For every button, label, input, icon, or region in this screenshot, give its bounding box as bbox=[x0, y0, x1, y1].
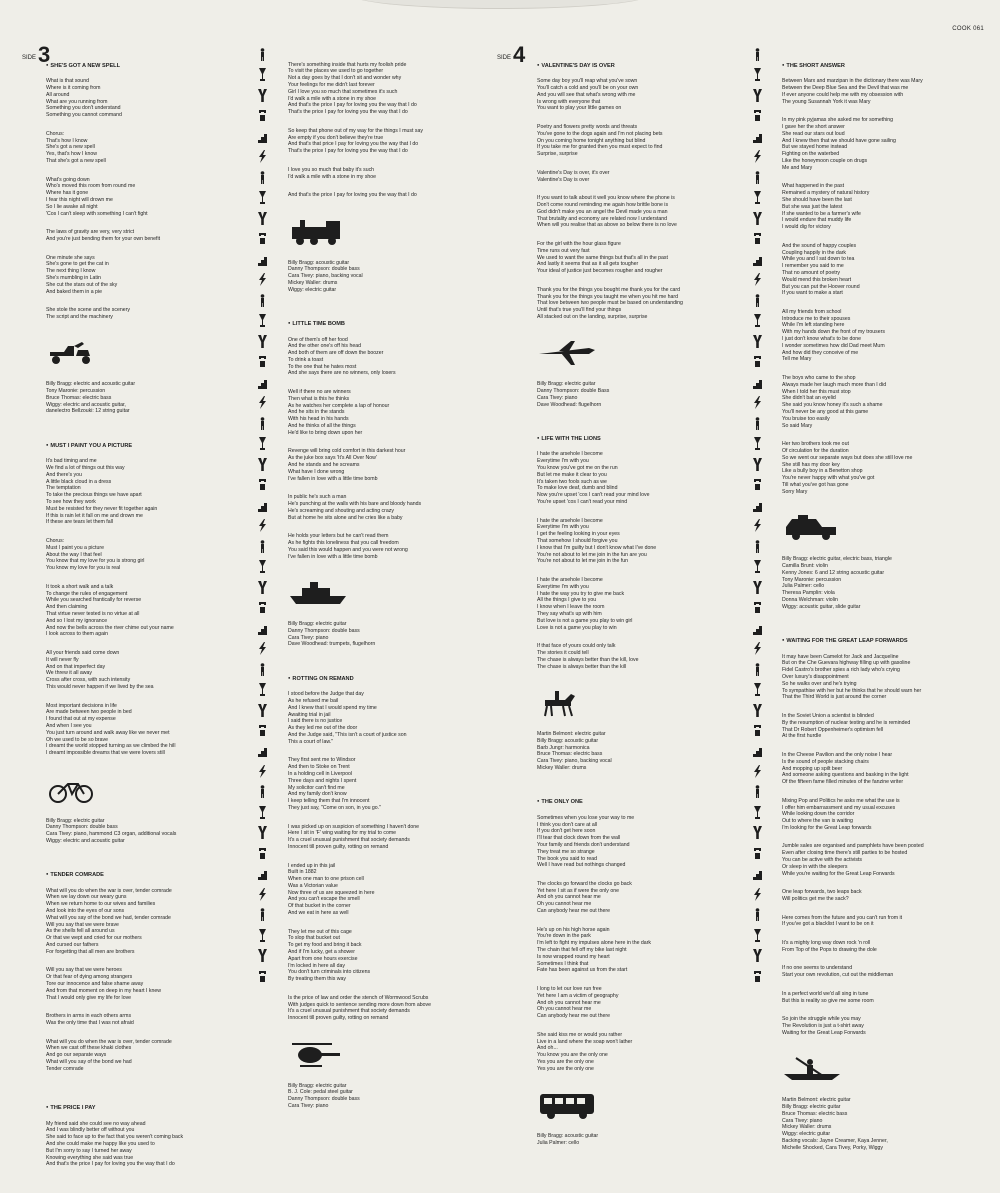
glyph-strip-right bbox=[749, 48, 765, 983]
stairs-icon bbox=[753, 499, 762, 512]
aeroplane-icon bbox=[537, 338, 597, 368]
taxi-icon bbox=[782, 513, 842, 543]
lyric-stanza: What will you do when the war is over, tender comrade When we cast off these khaki clothes And go our separate ways What will you say of the bond we had Tender comrade bbox=[46, 1038, 172, 1072]
y-shape-icon bbox=[258, 212, 267, 225]
stairs-icon bbox=[258, 744, 267, 757]
lyric-stanza: Here comes from the future and you can't run from it If you've got a blacklist I want to be on it bbox=[782, 914, 903, 928]
song-block bbox=[537, 428, 733, 778]
ferry-icon bbox=[288, 578, 348, 608]
lyric-stanza: All my friends from school Introduce me to their spouses While I'm left standing here With my hands down the front of my trousers I just don't know what's to be done I wonder sometimes how did Dad meet Mum And how did they conceive of me Tell me Mary bbox=[782, 308, 885, 363]
telephone-icon bbox=[258, 970, 267, 983]
man-pictogram-icon bbox=[753, 663, 762, 676]
lyric-stanza: Most important decisions in life Are made between two people in bed I found that out at my expense And when I see you You just turn around and walk away like we never met Oh we used to be so brave I dreamt the world stopped turning as we climbed the hill I dreamt impossible dreams that we were lovers still bbox=[46, 702, 176, 757]
horse-rider-icon bbox=[537, 688, 597, 718]
stairs-icon bbox=[258, 622, 267, 635]
y-shape-icon bbox=[753, 949, 762, 962]
song-title: ● THE SHORT ANSWER bbox=[782, 62, 978, 70]
wine-glass-icon bbox=[753, 191, 762, 204]
song-credits: Billy Bragg: acoustic guitar Danny Thompson: double bass Cara Tivey: piano, backing vocal Mickey Waller: drums Wiggy: electric guitar bbox=[288, 259, 363, 293]
side-number: 3 bbox=[38, 42, 51, 67]
song-credits: Billy Bragg: electric and acoustic guitar Tony Maronie: percussion Bruce Thomas: electric bass Wiggy: electric and acoustic guitar, danelectro Bellzouki: 12 string guitar bbox=[46, 381, 136, 415]
man-pictogram-icon bbox=[258, 908, 267, 921]
song-title: ● SHE'S GOT A NEW SPELL bbox=[46, 62, 242, 70]
wine-glass-icon bbox=[258, 929, 267, 942]
lyric-stanza: What happened in the past Remained a mystery of natural history She should have been the last But she was just the latest If she wanted to be a farmer's wife I would endure that muddy life I would dig for victory bbox=[782, 183, 870, 231]
man-pictogram-icon bbox=[753, 540, 762, 553]
song-block bbox=[288, 313, 484, 655]
lyric-stanza: Will you say that we were heroes Or that fear of dying among strangers Tore our innocence and false shame away And from that moment on deep in my heart I knew That I would only give my life for love bbox=[46, 967, 162, 1001]
lightning-icon bbox=[753, 642, 762, 655]
man-pictogram-icon bbox=[753, 48, 762, 61]
telephone-icon bbox=[753, 724, 762, 737]
lightning-icon bbox=[258, 396, 267, 409]
song-title: ● THE ONLY ONE bbox=[537, 798, 733, 806]
telephone-icon bbox=[258, 478, 267, 491]
man-pictogram-icon bbox=[753, 417, 762, 430]
man-pictogram-icon bbox=[753, 294, 762, 307]
lyric-stanza: He's up on his high horse again You're down in the park I'm left to fight my impulses alone here in the dark The chain that fell off my bike last night Is now wrapped round my heart Sometimes I think that Fate has been against us from the start bbox=[537, 926, 652, 974]
telephone-icon bbox=[258, 601, 267, 614]
telephone-icon bbox=[753, 232, 762, 245]
stairs-icon bbox=[258, 867, 267, 880]
song-block bbox=[288, 55, 484, 301]
lyric-stanza: In my pink pyjamas she asked me for something I gave her the short answer She read our stars out loud And I knew then that we should have gone sailing But we stayed home instead Fighting on the waterbed Like the honeymoon couple on drugs Me and Mary bbox=[782, 117, 896, 171]
lyric-stanza: Sometimes when you lose your way to me I think you don't care at all If you don't get here soon I'll tear that clock down from the wall Your family and friends don't understand They treat me so strange The book you said to read Well I have read but nothings changed bbox=[537, 814, 635, 869]
lyric-stanza: Her two brothers took me out Of circulation for the duration So we went our separate ways but does she still love me She still has my door key Like a bully boy in a Benetton shop You're never happy with what you've got Till what you've got has gone Sorry Mary bbox=[782, 441, 913, 495]
side-label: SIDE bbox=[497, 55, 512, 61]
y-shape-icon bbox=[258, 458, 267, 471]
lyrics-column-2 bbox=[288, 48, 484, 1129]
lyric-stanza: I love you so much that baby it's such I'd walk a mile with a stone in my shoe bbox=[288, 166, 377, 180]
lightning-icon bbox=[258, 519, 267, 532]
lightning-icon bbox=[753, 396, 762, 409]
lyric-stanza: I hate the arsehole I become Everytime I'm with you I hate the way you try to give me back All the things I give to you I know when I leave the room They say what's up with him But love is not a game you play to win girl Love is not a game you play to win bbox=[537, 577, 633, 631]
lyric-stanza: In public he's such a man He's punching at the walls with his bare and bloody hands He's screaming and shouting and acting crazy But at home he sits alone and he cries like a baby bbox=[288, 494, 422, 521]
song-credits: Billy Bragg: electric guitar Danny Thompson: double bass Cara Tivey: piano, hammond C3 organ, additional vocals Wiggy: electric and acoustic guitar bbox=[46, 817, 177, 844]
lightning-icon bbox=[258, 273, 267, 286]
wine-glass-icon bbox=[753, 806, 762, 819]
y-shape-icon bbox=[753, 826, 762, 839]
song-title: ● THE PRICE I PAY bbox=[46, 1104, 242, 1112]
lyric-stanza: Is the price of law and order the stench of Wormwood Scrubs With judges quick to sentence sending more down from above It's a cruel unusual punishment that society demands Innocent till proven guilty, rotting on remand bbox=[288, 994, 432, 1022]
man-pictogram-icon bbox=[258, 540, 267, 553]
song-credits: Billy Bragg: electric guitar B. J. Cole: pedal steel guitar Danny Thompson: double bass Cara Tivey: piano bbox=[288, 1082, 360, 1110]
song-credits: Billy Bragg: acoustic guitar Julia Palmer: cello bbox=[537, 1133, 599, 1146]
lyric-stanza: Some day boy you'll reap what you've sown You'll catch a cold and you'll be on your own And you will see that what's wrong with me Is wrong with everyone that You want to play your little games on bbox=[537, 78, 639, 112]
song-title: ● ROTTING ON REMAND bbox=[288, 675, 484, 683]
bicycle-icon bbox=[46, 775, 106, 805]
y-shape-icon bbox=[753, 89, 762, 102]
lyric-stanza: Well if there no are winners Then what is this he thinks As he watches her complete a lap of honour And he sits in the stands With his head in his hands And he thinks of all the things He'd like to bring down upon her bbox=[288, 389, 390, 436]
steam-train-icon bbox=[288, 217, 348, 247]
lyric-stanza: Chorus: Must I paint you a picture About the way I that feel You know that my love for you is strong girl You know my love for you is real bbox=[46, 538, 145, 572]
song-block bbox=[46, 1097, 242, 1180]
lyric-stanza: I stood before the Judge that day As he refused me bail And I knew that I would spend my time Awaiting trial in jail I said there is no justice As they led me out of the door And the Judge said, "This isn't a court of justice son This a court of law." bbox=[288, 691, 407, 745]
lyric-stanza: She said kiss me or would you rather Live in a land where the soap won't lather And oh... You know you are the only one Yes you are the only one Yes you are the only one bbox=[537, 1031, 633, 1072]
man-pictogram-icon bbox=[258, 48, 267, 61]
lyric-stanza: There's something inside that hurts my foolish pride To visit the places we used to go together Not a day goes by that I don't sit and wonder why Your feelings for me didn't last forever Girl I love you so much that sometimes it's such I'd walk a mile with a stone in my shoe And that's the price I pay for loving you the way that I do That's the price I pay for loving you the way that I do bbox=[288, 61, 417, 116]
telephone-icon bbox=[753, 478, 762, 491]
song-credits: Martin Belmont: electric guitar Billy Bragg: electric guitar Bruce Thomas: electric bass Cara Tivey: piano Mickey Waller: drums Wiggy: electric guitar Backing vocals: Jayne Creamer, Kaya Jenner, Michelle Shocked, Cara Tivey, Porky, Wiggy bbox=[782, 1097, 888, 1151]
lyric-stanza: If that face of yours could only talk The stories it could tell The chase is always better than the kill, love The chase is always better than the kill bbox=[537, 643, 639, 670]
canoe-icon bbox=[782, 1054, 842, 1084]
song-block bbox=[782, 55, 978, 618]
lyric-stanza: Mixing Pop and Politics he asks me what the use is I offer him embarrassment and my usual excuses While looking down the corridor Out to where the van is waiting I'm looking for the Great Leap forwards bbox=[782, 797, 900, 831]
wine-glass-icon bbox=[753, 560, 762, 573]
lyric-stanza: So join the struggle while you may The Revolution is just a t-shirt away Waiting for the Great Leap Forwards bbox=[782, 1016, 866, 1036]
telephone-icon bbox=[753, 601, 762, 614]
man-pictogram-icon bbox=[753, 908, 762, 921]
song-block bbox=[46, 55, 242, 422]
lyric-stanza: In a perfect world we'd all sing in tune But this is reality so give me some room bbox=[782, 990, 874, 1004]
stairs-icon bbox=[753, 867, 762, 880]
lyric-stanza: What's going down Who's moved this room from round me Where has it gone I fear this night will drown me So I lie awake all night 'Cos I can't sleep with something I can't fight bbox=[46, 176, 148, 217]
stairs-icon bbox=[753, 130, 762, 143]
telephone-icon bbox=[753, 355, 762, 368]
lyric-stanza: The laws of gravity are very, very strict And you're just bending them for your own benefit bbox=[46, 229, 161, 242]
man-pictogram-icon bbox=[258, 663, 267, 676]
y-shape-icon bbox=[258, 826, 267, 839]
man-pictogram-icon bbox=[258, 417, 267, 430]
man-pictogram-icon bbox=[258, 785, 267, 798]
song-block bbox=[537, 791, 733, 1153]
song-title: ● LIFE WITH THE LIONS bbox=[537, 435, 733, 443]
song-credits: Billy Bragg: electric guitar Danny Thompson: double Bass Cara Tivey: piano Dave Woodhead: flugelhorn bbox=[537, 381, 610, 408]
wine-glass-icon bbox=[753, 929, 762, 942]
lyric-stanza: He holds your letters but he can't read them As he fights this loneliness that you call freedom You said this would happen and you were not wrong I've fallen in love with a little time bomb bbox=[288, 533, 408, 560]
song-block bbox=[782, 630, 978, 1158]
lyric-stanza: Between Marx and marzipan in the dictionary there was Mary Between the Deep Blue Sea and the Devil that was me If ever anyone could help me with my obsession with The young Susannah York it was Mary bbox=[782, 78, 923, 105]
wine-glass-icon bbox=[258, 437, 267, 450]
song-block bbox=[46, 864, 242, 1084]
lyrics-column-4 bbox=[782, 48, 978, 1171]
stairs-icon bbox=[258, 376, 267, 389]
lyric-stanza: It may have been Camelot for Jack and Jacqueline But on the Che Guevara highway filling up with gasoline Fidel Castro's brother spies a rich lady who's crying Over luxury's disappointment So he walks over and he's trying To sympathise with her but he thinks that he should warn her That the Third World is just around the corner bbox=[782, 653, 922, 701]
lightning-icon bbox=[753, 765, 762, 778]
stairs-icon bbox=[258, 499, 267, 512]
lightning-icon bbox=[258, 765, 267, 778]
lyric-stanza: I hate the arsehole I become Everytime I'm with you You know you've got me on the run But let me make it clear to you It's taken two fools such as we To make love deaf, dumb and blind Now you're upset 'cos I can't read your mind love You're upset 'cos I can't read your mind bbox=[537, 451, 650, 506]
telephone-icon bbox=[258, 232, 267, 245]
y-shape-icon bbox=[258, 949, 267, 962]
lyric-stanza: If you want to talk about it well you know where the phone is Don't come round reminding me again how brittle bone is God didn't make you an angel the Devil made you a man That brutality and economy are related now I understand When will you realise that as above so below there is no love bbox=[537, 195, 677, 229]
telephone-icon bbox=[258, 355, 267, 368]
y-shape-icon bbox=[753, 335, 762, 348]
song-title: ● LITTLE TIME BOMB bbox=[288, 320, 484, 328]
lyric-stanza: I was picked up on suspicion of something I haven't done Here I sit in 'F' wing waiting for my trial to come It's a cruel unusual punishment that society demands Innocent till proven guilty, rotting on remand bbox=[288, 823, 420, 850]
catalogue-number: COOK 061 bbox=[952, 26, 984, 32]
helicopter-icon bbox=[288, 1040, 348, 1070]
lyric-stanza: It took a short walk and a talk To change the rules of engagement While you searched frantically for reverse And then claiming That virtue never tested is no virtue at all And so I lost my ignorance And now the bells across the river chime out your name I look across to them again bbox=[46, 583, 174, 638]
lyric-stanza: In the Cheese Pavilion and the only noise I hear Is the sound of people stacking chairs And mopping up spilt beer And someone asking questions and basking in the light Of the fifteen fame filled minutes of the fanzine writer bbox=[782, 751, 909, 786]
lyric-stanza: They first sent me to Windsor And then to Stoke on Trent In a holding cell in Liverpool Three days and nights I spent My solicitor can't find me And my family don't know I keep telling them that I'm innocent They just say, "Come on son, in you go." bbox=[288, 757, 381, 811]
lyric-stanza: My friend said she could see no way ahead And I was blindly better off without you She said to face up to the fact that you weren't coming back And she could make me happy like you used to But I'm sorry to say I turned her away Knowing everything she said was true And that's the price I pay for loving you the way that I do bbox=[46, 1120, 184, 1168]
song-title: ● MUST I PAINT YOU A PICTURE bbox=[46, 442, 242, 450]
y-shape-icon bbox=[258, 581, 267, 594]
lyric-stanza: One leap forwards, two leaps back Will politics get me the sack? bbox=[782, 889, 862, 903]
lyric-stanza: In the Soviet Union a scientist is blinded By the resumption of nuclear testing and he is reminded That Dr Robert Oppenheimer's optimism fell At the first hurdle bbox=[782, 712, 911, 740]
lyric-stanza: I hate the arsehole I become Everytime I'm with you I get the feeling looking in your eyes That somehow I should forgive you I know that I'm guilty but I don't know what I've done You're not about to let me join in the fun are you You're not about to let me join in the fun bbox=[537, 517, 657, 565]
wine-glass-icon bbox=[753, 683, 762, 696]
lyric-stanza: Revenge will bring cold comfort in this darkest hour As the juke box says 'It's All Over Now' And he stands and he screams What have I done wrong I've fallen in love with a little time bomb bbox=[288, 448, 406, 482]
lyric-stanza: Thank you for the things you bought me thank you for the card Thank you for the things you taught me when you hit me hard That love between two people must be based on understanding Until that's true you'll find your things All stacked out on the landing, surprise, surprise bbox=[537, 286, 683, 320]
lyric-stanza: So keep that phone out of my way for the things I must say Are empty if you don't believe they're true And that's that price I pay for loving you the way that I do That's the price I pay for loving you the way that I do bbox=[288, 127, 423, 155]
wine-glass-icon bbox=[258, 68, 267, 81]
lyric-stanza: If no one seems to understand Start your own revolution, cut out the middleman bbox=[782, 965, 894, 979]
stairs-icon bbox=[753, 376, 762, 389]
telephone-icon bbox=[258, 724, 267, 737]
song-credits: Billy Bragg: electric guitar, electric bass, triangle Camilla Brunt: violin Kenny Jones: 6 and 12 string acoustic guitar Tony Maronie: percussion Julia Palmer: cello Theresa Pamplin: viola Donna Welchman: violin Wiggy: acoustic guitar, slide guitar bbox=[782, 556, 892, 610]
side-4-marker bbox=[497, 42, 526, 67]
stairs-icon bbox=[258, 253, 267, 266]
telephone-icon bbox=[258, 847, 267, 860]
record-sleeve-top-arc bbox=[350, 0, 650, 9]
y-shape-icon bbox=[258, 89, 267, 102]
scooter-icon bbox=[46, 338, 106, 368]
lyric-stanza: One of them's off her food And the other one's off his head And both of them are off down the boozer To drink a toast To the one that he hates most And she says there are no winners, only losers bbox=[288, 336, 396, 377]
lyric-stanza: One minute she says She's gone to get the cat in The next thing I know She's mumbling in Latin She cut the stars out of the sky And baked them in a pie bbox=[46, 254, 118, 295]
man-pictogram-icon bbox=[753, 171, 762, 184]
lightning-icon bbox=[258, 150, 267, 163]
stairs-icon bbox=[258, 130, 267, 143]
lightning-icon bbox=[753, 888, 762, 901]
lyric-stanza: They let me out of this cage To slop that bucket out To get my food and bring it back And if I'm lucky, get a shower Apart from one hours exercise I'm locked in here all day You don't turn criminals into citizens By treating them this way bbox=[288, 928, 371, 983]
wine-glass-icon bbox=[258, 806, 267, 819]
y-shape-icon bbox=[753, 212, 762, 225]
lyrics-column-3 bbox=[537, 48, 733, 1166]
stairs-icon bbox=[753, 622, 762, 635]
telephone-icon bbox=[753, 970, 762, 983]
lyric-stanza: The clocks go forward the clocks go back Yet here I sit as if were the only one And oh you cannot hear me Oh you cannot hear me Can anybody hear me out there bbox=[537, 880, 632, 915]
lyric-stanza: She stole the scene and the scenery The script and the machinery bbox=[46, 307, 130, 320]
song-credits: Billy Bragg: electric guitar Danny Thompson: double bass Cara Tivey: piano Dave Woodhead: trumpets, flugelhorn bbox=[288, 621, 376, 648]
stairs-icon bbox=[753, 744, 762, 757]
lyric-stanza: It's bad timing and me We find a lot of things out this way And there's you A little black cloud in a dress The temptation To take the precious things we have apart To see how they work Must be resisted for they never fit together again If this is rain let it fall on me and drown me If these are tears let them fall bbox=[46, 458, 158, 526]
side-number: 4 bbox=[513, 42, 526, 67]
telephone-icon bbox=[753, 847, 762, 860]
lyric-stanza: And that's the price I pay for loving you the way that I do bbox=[288, 192, 417, 199]
wine-glass-icon bbox=[753, 437, 762, 450]
song-title: ● WAITING FOR THE GREAT LEAP FORWARDS bbox=[782, 637, 978, 645]
lightning-icon bbox=[753, 273, 762, 286]
lyric-stanza: The boys who came to the shop Always made her laugh much more than I did When I told her this must stop She didn't bat an eyelid She said you know honey it's such a shame You'll never be any good at this game You bruise too easily So said Mary bbox=[782, 375, 887, 429]
y-shape-icon bbox=[753, 704, 762, 717]
y-shape-icon bbox=[258, 335, 267, 348]
wine-glass-icon bbox=[258, 314, 267, 327]
lyric-stanza: Valentine's Day is over, it's over Valentine's Day is over bbox=[537, 169, 610, 183]
y-shape-icon bbox=[753, 458, 762, 471]
telephone-icon bbox=[258, 109, 267, 122]
y-shape-icon bbox=[258, 704, 267, 717]
telephone-icon bbox=[753, 109, 762, 122]
lyrics-column-1 bbox=[46, 48, 242, 1193]
song-credits: Martin Belmont: electric guitar Billy Bragg: acoustic guitar Barb Jungr: harmonica Bruce Thomas: electric bass Cara Tivey: piano, backing vocal Mickey Waller: drums bbox=[537, 730, 612, 771]
lyric-stanza: Jumble sales are organised and pamphlets have been posted Even after closing time there's still parties to be hosted You can be active with the activists Or sleep in with the sleepers While you're waiting for the Great Leap Forwards bbox=[782, 843, 924, 877]
lyric-stanza: What is that sound Where is it coming from All around What are you running from Something you don't understand Something you cannot command bbox=[46, 78, 122, 119]
man-pictogram-icon bbox=[258, 294, 267, 307]
lightning-icon bbox=[753, 519, 762, 532]
wine-glass-icon bbox=[753, 314, 762, 327]
lightning-icon bbox=[258, 888, 267, 901]
lyric-stanza: Poetry and flowers pretty words and threats You've gone to the dogs again and I'm not placing bets On you coming home tonight anything but blind If you take me for granted then you must expect to find Surprise, surprise bbox=[537, 123, 663, 158]
lyric-stanza: Chorus: That's how I know She's got a new spell Yes, that's how I know That she's got a new spell bbox=[46, 130, 106, 164]
wine-glass-icon bbox=[258, 560, 267, 573]
lyric-stanza: I long to let our love run free Yet here I am a victim of geography And oh you cannot hear me Oh you cannot hear me Can anybody hear me out there bbox=[537, 986, 619, 1020]
stairs-icon bbox=[753, 253, 762, 266]
lightning-icon bbox=[753, 150, 762, 163]
song-block bbox=[537, 55, 733, 415]
lightning-icon bbox=[258, 642, 267, 655]
lyric-stanza: For the girl with the hour glass figure Time runs out very fast We used to want the same things but that's all in the past And lastly it seems that as it all gets tougher Your ideal of justice just becomes rougher and rougher bbox=[537, 240, 668, 275]
song-block bbox=[288, 668, 484, 1117]
side-label: SIDE bbox=[22, 55, 37, 61]
man-pictogram-icon bbox=[753, 785, 762, 798]
man-pictogram-icon bbox=[258, 171, 267, 184]
y-shape-icon bbox=[753, 581, 762, 594]
wine-glass-icon bbox=[753, 68, 762, 81]
lyric-stanza: And the sound of happy couples Coupling happily in the dark While you and I sat down to tea I remember you said to me That no amount of poetry Would mend this broken heart But you can put the Hoover round If you want to make a start bbox=[782, 242, 860, 297]
wine-glass-icon bbox=[258, 683, 267, 696]
song-title: ● VALENTINE'S DAY IS OVER bbox=[537, 62, 733, 70]
wine-glass-icon bbox=[258, 191, 267, 204]
bus-icon bbox=[537, 1090, 597, 1120]
lyric-stanza: Brothers in arms in each others arms Was the only time that I was not afraid bbox=[46, 1013, 134, 1027]
lyric-stanza: All your friends said come down It will never fly And on that imperfect day We threw it all away Cross after cross, with such intensity This would never happen if we lived by the sea bbox=[46, 649, 154, 690]
lyric-stanza: It's a mighty long way down rock 'n roll From Top of the Pops to drawing the dole bbox=[782, 940, 877, 953]
glyph-strip-left bbox=[254, 48, 270, 983]
song-title: ● TENDER COMRADE bbox=[46, 871, 242, 879]
song-block bbox=[46, 435, 242, 852]
lyric-stanza: I ended up in this jail Built in 1882 When one man to one prison cell Was a Victorian value Now three of us are squeezed in here And you can't escape the smell Of that bucket in the corner And we eat in here as well bbox=[288, 862, 375, 917]
lyric-stanza: What will you do when the war is over, tender comrade When we lay down our weary guns When we return home to our wives and families And look into the eyes of our sons What will you say of the bond we had, tender comrade Will you say that we were brave As the shells fell all around us Or that we wept and cried for our mothers And cursed our fathers For forgetting that all men are brothers bbox=[46, 887, 172, 955]
